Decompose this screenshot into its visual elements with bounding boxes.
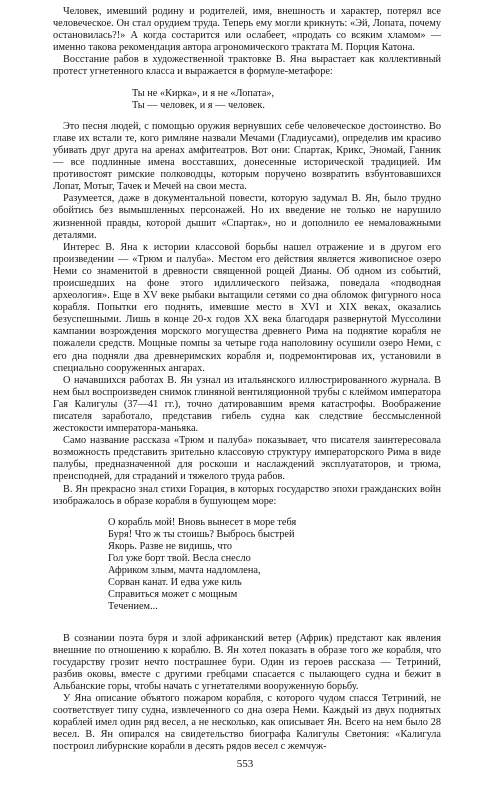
paragraph: Восстание рабов в художественной трактовке В. Яна вырастает как коллективный протест угнетенного класса и выражается в формуле-метафоре: <box>53 54 441 78</box>
paragraph: Это песня людей, с помощью оружия вернувших себе человеческое достоинство. Во главе их встали те, кого римляне назвали Мечами (Гладиусами), определив им красиво убивать друг друга на аренах амфитеатров. Вот они: Спартак, Крикс, Эномай, Ганник — все подлинные имена восставших, донесенные исторической традицией. Им противостоят римские полководцы, которым поручено возвратить взбунтовавшихся Лопат, Мотыг, Тачек и Мечей на свои места. <box>53 120 441 193</box>
verse-line: Справиться может с мощным <box>108 589 238 601</box>
paragraph: Само название рассказа «Трюм и палуба» показывает, что писателя заинтересовала возможность представить зрительно классовую структуру императорского Рима в виде палубы, предназначенной для роскоши и наслаждений эксплуататоров, и трюма, преисподней, для страданий и тяжелого труда рабов. <box>53 435 441 483</box>
paragraph: В. Ян прекрасно знал стихи Горация, в которых государство эпохи гражданских войн изображалось в образе корабля в бушующем море: <box>53 483 441 507</box>
paragraph: Человек, имевший родину и родителей, имя, внешность и характер, потерял все человеческое. Он стал орудием труда. Теперь ему могли крикнуть: «Эй, Лопата, почему остановилась?!» А когда состарится или ослабеет, «продать со всяким хламом» — именно такова рекомендация автора агрономического трактата М. Порция Катона. <box>53 6 441 54</box>
verse-line: О корабль мой! Вновь вынесет в море тебя <box>108 516 297 528</box>
verse-line: Якорь. Разве не видишь, что <box>108 540 233 552</box>
verse-line: Африком злым, мачта надломлена, <box>108 565 261 577</box>
paragraph: У Яна описание объятого пожаром корабля, с которого чудом спасся Тетриний, не соответствует типу судна, извлеченного со дна озера Неми. Каждый из двух поднятых кораблей имел один ряд весел, а не несколько, как описывает Ян. Всего на нем было 28 весел. В. Ян опирался на свидетельство биографа Калигулы Светония: «Калигула построил либурнские корабли в десять рядов весел с жемчуж- <box>53 692 441 753</box>
horace-poem <box>108 517 441 614</box>
page-number: 553 <box>236 758 254 770</box>
verse-line: Буря! Что ж ты стоишь? Выбрось быстрей <box>108 528 295 540</box>
verse-line: Гол уже борт твой. Весла снесло <box>108 553 251 565</box>
paragraph: Интерес В. Яна к истории классовой борьбы нашел отражение и в другом его произведении — «Трюм и палуба». Местом его действия является живописное озеро Неми со знаменитой в древности священной рощей Дианы. Об одном из событий, происшедших на фоне этого идиллического пейзажа, поведала «подводная археология». Еще в XV веке рыбаки вытащили сетями со дна обломок фигурного носа корабля. Попытки его поднять, имевшие место в XVI и XIX веках, оказались безуспешными. Лишь в конце 20-х годов XX века благодаря развернутой Муссолини кампании возрождения морского могущества древнего Рима на поднятие корабля не пожалели средств. Мощные помпы за четыре года наполовину осушили озеро Неми, с его дна подняли два древнеримских корабля и, подремонтировав их, установили в специально сооруженных ангарах. <box>53 241 441 374</box>
paragraph: В сознании поэта буря и злой африканский ветер (Африк) предстают как явления внешние по отношению к кораблю. В. Ян хотел показать в образе того же корабля, что государству грозит нечто пострашнее бури. Один из героев рассказа — Тетриний, разбив оковы, вместе с другими гребцами спасается с пылающего судна и бежит в Альбанские горы, чтобы начать с угнетателями вооруженную борьбу. <box>53 632 441 692</box>
paragraph: О начавшихся работах В. Ян узнал из итальянского иллюстрированного журнала. В нем был воспроизведен снимок глиняной вентиляционной трубы с клеймом императора Гая Калигулы (37—41 гг.), точно датировавшим время катастрофы. Воображение писателя заработало, представив гибель судна как следствие бессмысленной жестокости императора-маньяка. <box>53 374 441 435</box>
verse-line: Течением... <box>108 601 158 613</box>
verse-line: Сорван канат. И едва уже киль <box>108 577 242 589</box>
verse-line: Ты — человек, и я — человек. <box>132 99 265 111</box>
paragraph: Разумеется, даже в документальной повести, которую задумал В. Ян, было трудно обойтись без вымышленных персонажей. Но их введение не только не нарушило жизненной правды, которой дышит «Спартак», но и дополнило ее немаловажными деталями. <box>53 193 441 241</box>
body-text <box>53 6 441 753</box>
verse-line: Ты не «Кирка», и я не «Лопата», <box>132 87 275 99</box>
motto-verse <box>132 88 441 112</box>
